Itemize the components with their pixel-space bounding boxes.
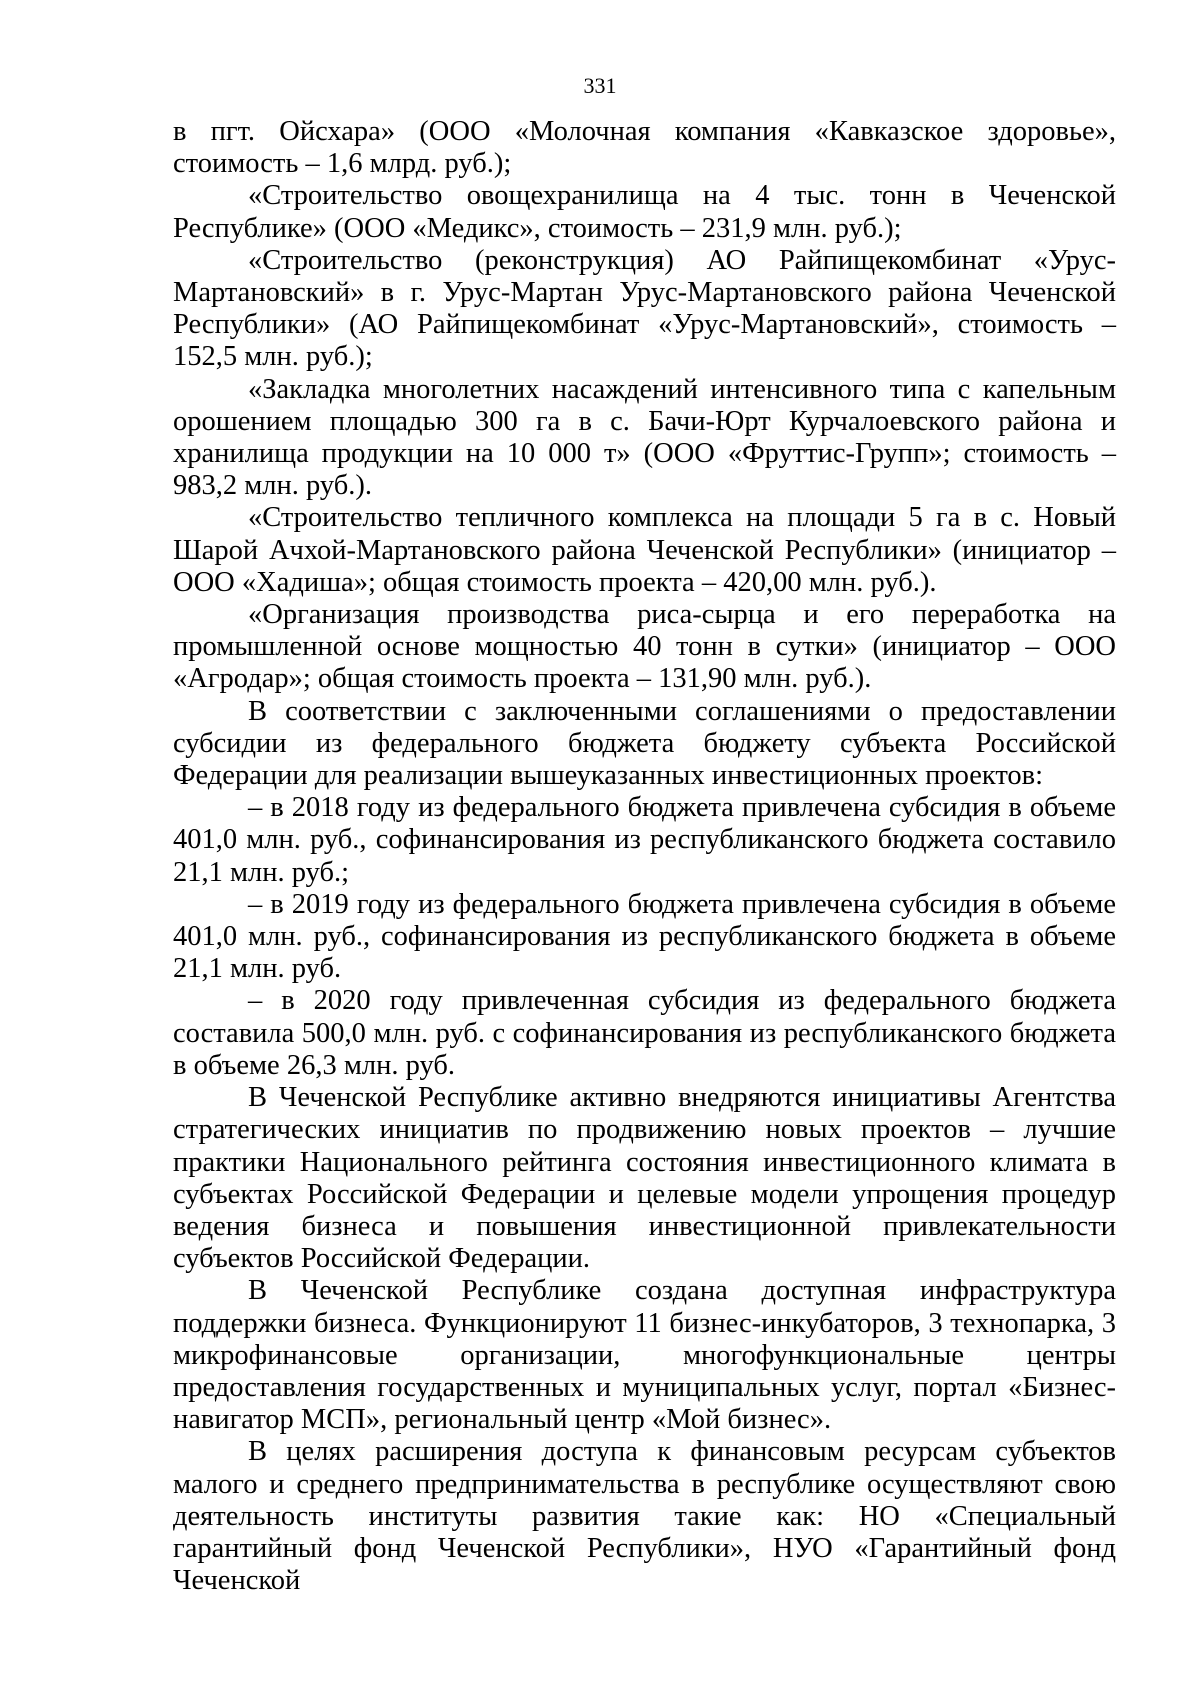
paragraph-continuation: в пгт. Ойсхара» (ООО «Молочная компания «Кавказское здоровье», стоимость – 1,6 млрд. руб.); — [173, 116, 1116, 180]
paragraph-meat-plant-project: «Строительство (реконструкция) АО Райпищекомбинат «Урус-Мартановский» в г. Урус-Мартан Урус-Мартановского района Чеченской Республики» (АО Райпищекомбинат «Урус-Мартановский», стоимость – 152,5 млн. руб.); — [173, 244, 1116, 373]
paragraph-business-infrastructure: В Чеченской Республике создана доступная инфраструктура поддержки бизнеса. Функционируют 11 бизнес-инкубаторов, 3 технопарка, 3 микрофинансовые организации, многофункциональные центры предоставления государственных и муниципальных услуг, портал «Бизнес-навигатор МСП», региональный центр «Мой бизнес». — [173, 1275, 1116, 1436]
paragraph-financial-access: В целях расширения доступа к финансовым ресурсам субъектов малого и среднего предпринимательства в республике осуществляют свою деятельность институты развития такие как: НО «Специальный гарантийный фонд Чеченской Республики», НУО «Гарантийный фонд Чеченской — [173, 1436, 1116, 1597]
paragraph-subsidy-agreements: В соответствии с заключенными соглашениями о предоставлении субсидии из федерального бюджета бюджету субъекта Российской Федерации для реализации вышеуказанных инвестиционных проектов: — [173, 695, 1116, 792]
paragraph-vegetable-storage-project: «Строительство овощехранилища на 4 тыс. тонн в Чеченской Республике» (ООО «Медикс», стоимость – 231,9 млн. руб.); — [173, 180, 1116, 244]
page-number: 331 — [583, 73, 617, 98]
paragraph-asi-initiatives: В Чеченской Республике активно внедряются инициативы Агентства стратегических инициатив по продвижению новых проектов – лучшие практики Национального рейтинга состояния инвестиционного климата в субъектах Российской Федерации и целевые модели упрощения процедур ведения бизнеса и повышения инвестиционной привлекательности субъектов Российской Федерации. — [173, 1082, 1116, 1275]
document-body — [173, 116, 1116, 1597]
list-item-2020-subsidy: – в 2020 году привлеченная субсидия из федерального бюджета составила 500,0 млн. руб. с софинансирования из республиканского бюджета в объеме 26,3 млн. руб. — [173, 985, 1116, 1081]
list-item-2018-subsidy: – в 2018 году из федерального бюджета привлечена субсидия в объеме 401,0 млн. руб., софинансирования из республиканского бюджета составило 21,1 млн. руб.; — [173, 792, 1116, 888]
list-item-2019-subsidy: – в 2019 году из федерального бюджета привлечена субсидия в объеме 401,0 млн. руб., софинансирования из республиканского бюджета в объеме 21,1 млн. руб. — [173, 888, 1116, 985]
paragraph-greenhouse-project: «Строительство тепличного комплекса на площади 5 га в с. Новый Шарой Ачхой-Мартановского района Чеченской Республики» (инициатор – ООО «Хадиша»; общая стоимость проекта – 420,00 млн. руб.). — [173, 502, 1116, 598]
paragraph-rice-project: «Организация производства риса-сырца и его переработка на промышленной основе мощностью 40 тонн в сутки» (инициатор – ООО «Агродар»; общая стоимость проекта – 131,90 млн. руб.). — [173, 599, 1116, 695]
paragraph-orchard-project: «Закладка многолетних насаждений интенсивного типа с капельным орошением площадью 300 га в с. Бачи-Юрт Курчалоевского района и хранилища продукции на 10 000 т» (ООО «Фруттис-Групп»; стоимость – 983,2 млн. руб.). — [173, 373, 1116, 502]
